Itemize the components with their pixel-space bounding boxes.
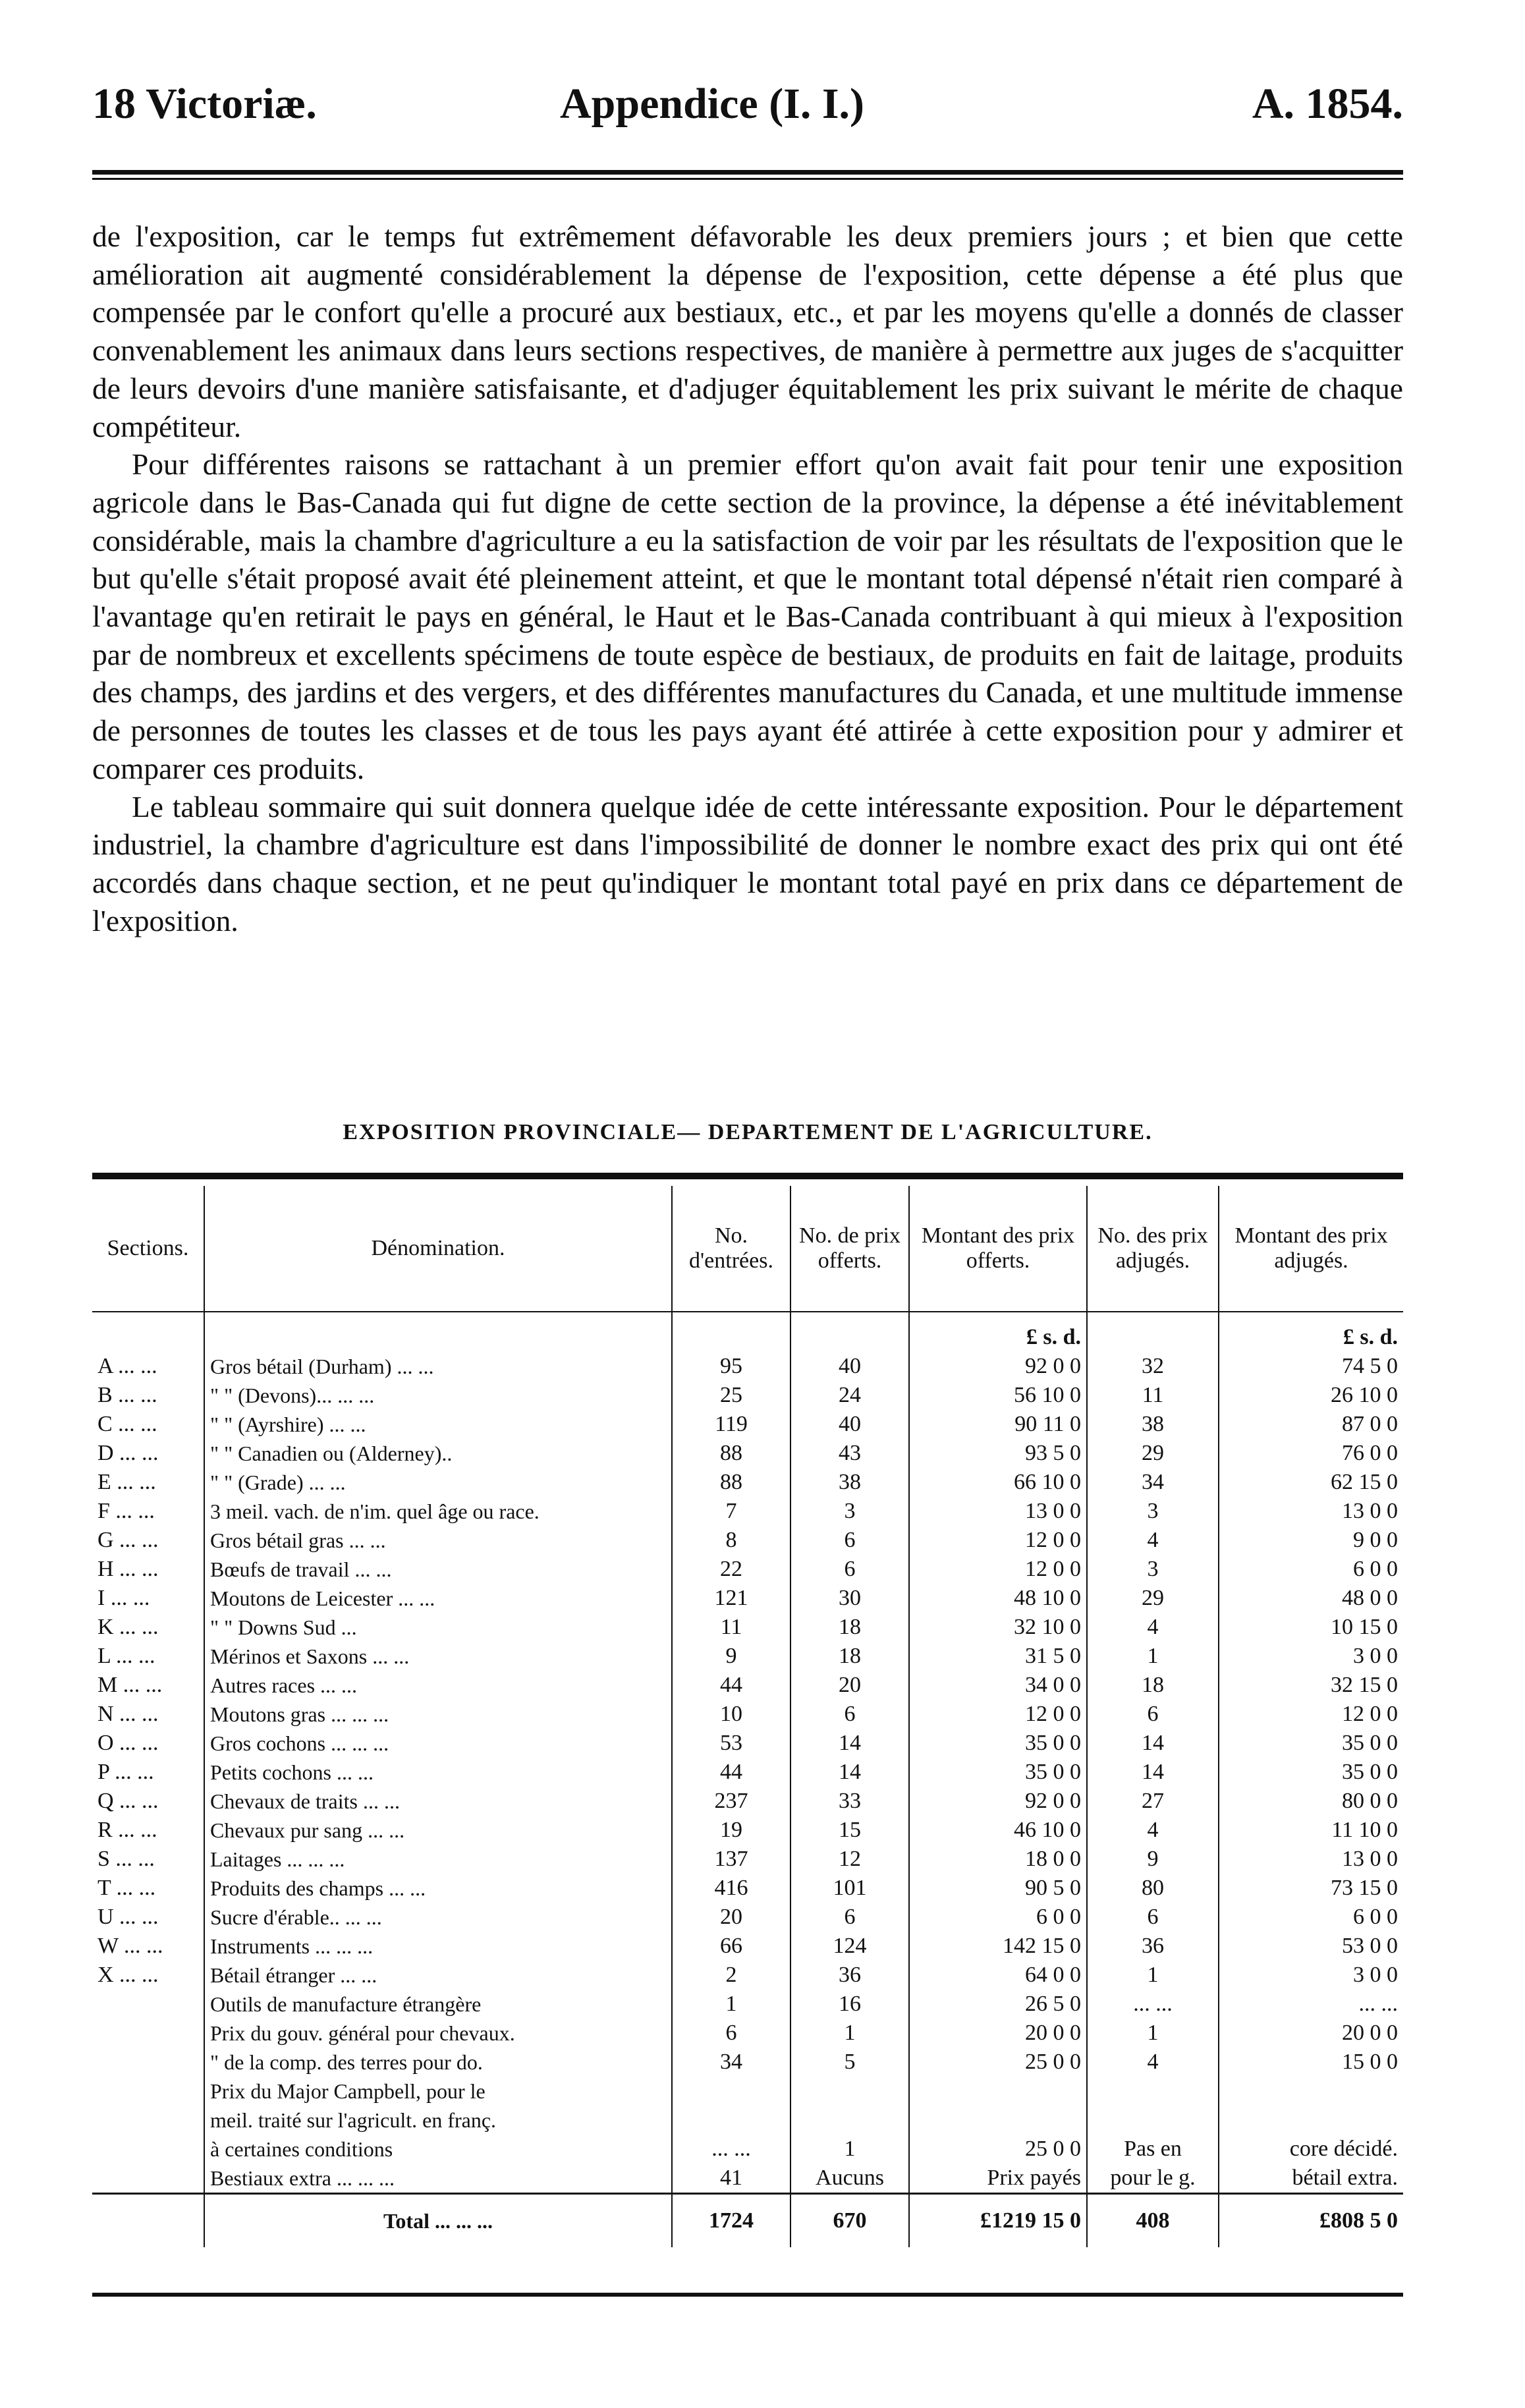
- col-montant-adjuges: Montant des prix adjugés.: [1219, 1186, 1403, 1312]
- row-prix-adjuges: 1: [1087, 2019, 1219, 2048]
- row-entrees: 10: [672, 1700, 790, 1729]
- row-prix-offerts: 1: [790, 2019, 909, 2048]
- row-montant-adjuges: 62 15 0: [1331, 1470, 1398, 1494]
- table-row: [92, 1439, 1403, 1468]
- row-montant-adjuges: ... ...: [1358, 1992, 1398, 2016]
- table-row: [92, 2019, 1403, 2048]
- row-prix-offerts: 40: [790, 1352, 909, 1381]
- exhibition-table: [92, 1186, 1403, 2247]
- table-row: [92, 1932, 1403, 1961]
- table-title: EXPOSITION PROVINCIALE— DEPARTEMENT DE L'AGRICULTURE.: [343, 1120, 1153, 1144]
- row-montant-adjuges: 13 0 0: [1342, 1499, 1398, 1523]
- row-montant-offerts: 46 10 0: [909, 1816, 1087, 1845]
- row-prix-adjuges: 18: [1087, 1671, 1219, 1700]
- header-appendix: Appendice (I. I.): [560, 80, 865, 128]
- row-montant-adjuges: 32 15 0: [1331, 1673, 1398, 1697]
- row-montant-adjuges: 74 5 0: [1342, 1354, 1398, 1378]
- row-denomination: " " (Grade) ... ...: [204, 1468, 672, 1497]
- row-prix-adjuges: [1087, 2077, 1219, 2106]
- row-prix-adjuges: 80: [1087, 1874, 1219, 1903]
- row-prix-offerts: 6: [790, 1526, 909, 1555]
- row-denomination: Bétail étranger ... ...: [204, 1961, 672, 1990]
- row-prix-offerts: 14: [790, 1729, 909, 1758]
- table-bottom-rule: [92, 2293, 1403, 2297]
- row-denomination: Prix du Major Campbell, pour le: [204, 2077, 672, 2106]
- row-prix-offerts: 38: [790, 1468, 909, 1497]
- row-montant-offerts: 93 5 0: [909, 1439, 1087, 1468]
- total-label: Total ... ... ...: [204, 2194, 672, 2248]
- table-row: [92, 1758, 1403, 1787]
- row-montant-offerts: [909, 2106, 1087, 2135]
- row-section: Q ... ...: [92, 1787, 204, 1816]
- table-row: [92, 1729, 1403, 1758]
- row-section: [92, 2077, 204, 2106]
- total-section: [92, 2194, 204, 2248]
- row-montant-offerts: 92 0 0: [909, 1787, 1087, 1816]
- row-montant-adjuges: 26 10 0: [1331, 1383, 1398, 1407]
- row-prix-adjuges: ... ...: [1087, 1990, 1219, 2019]
- row-entrees: 137: [672, 1845, 790, 1874]
- row-montant-adjuges: 35 0 0: [1342, 1760, 1398, 1784]
- table-row: [92, 1671, 1403, 1700]
- row-prix-offerts: 43: [790, 1439, 909, 1468]
- row-montant-offerts: 12 0 0: [909, 1526, 1087, 1555]
- row-montant-adjuges: [1219, 2077, 1403, 2106]
- row-section: [92, 2135, 204, 2164]
- row-denomination: Produits des champs ... ...: [204, 1874, 672, 1903]
- row-prix-offerts: 40: [790, 1410, 909, 1439]
- row-denomination: à certaines conditions: [204, 2135, 672, 2164]
- row-montant-offerts: 18 0 0: [909, 1845, 1087, 1874]
- table-row: [92, 1787, 1403, 1816]
- row-entrees: 25: [672, 1381, 790, 1410]
- row-denomination: " " Canadien ou (Alderney)..: [204, 1439, 672, 1468]
- col-montant-offerts: Montant des prix offerts.: [909, 1186, 1087, 1312]
- row-montant-offerts: 35 0 0: [909, 1729, 1087, 1758]
- table-row: [92, 1381, 1403, 1410]
- paragraph-3: Le tableau sommaire qui suit donnera quelque idée de cette intéressante exposition. Pour le département industriel, la chambre d'agriculture est dans l'impossibilité de donner le nombre exact des prix qui ont été accordés dans chaque section, et ne peut qu'indiquer le montant total payé en prix dans ce département de l'exposition.: [92, 789, 1403, 938]
- row-entrees: 2: [672, 1961, 790, 1990]
- row-montant-offerts: 56 10 0: [909, 1381, 1087, 1410]
- row-montant-offerts: 12 0 0: [909, 1700, 1087, 1729]
- row-prix-adjuges: 34: [1087, 1468, 1219, 1497]
- row-montant-adjuges: 73 15 0: [1331, 1876, 1398, 1900]
- row-prix-offerts: 16: [790, 1990, 909, 2019]
- row-montant-adjuges: 35 0 0: [1342, 1731, 1398, 1755]
- total-prix-offerts: 670: [790, 2194, 909, 2248]
- row-section: B ... ...: [92, 1381, 204, 1410]
- row-prix-offerts: 36: [790, 1961, 909, 1990]
- table-top-rule: [92, 1173, 1403, 1179]
- row-section: [92, 2019, 204, 2048]
- row-section: [92, 2048, 204, 2077]
- row-prix-adjuges: 29: [1087, 1439, 1219, 1468]
- row-entrees: 6: [672, 2019, 790, 2048]
- row-montant-adjuges: 11 10 0: [1331, 1818, 1398, 1842]
- row-denomination: " de la comp. des terres pour do.: [204, 2048, 672, 2077]
- row-prix-offerts: 30: [790, 1584, 909, 1613]
- row-montant-adjuges: 87 0 0: [1342, 1412, 1398, 1436]
- row-montant-offerts: 6 0 0: [909, 1903, 1087, 1932]
- row-prix-offerts: 33: [790, 1787, 909, 1816]
- total-prix-adjuges: 408: [1087, 2194, 1219, 2248]
- row-entrees: 41: [672, 2164, 790, 2194]
- body-text: [92, 217, 1403, 939]
- row-denomination: Bestiaux extra ... ... ...: [204, 2164, 672, 2194]
- row-entrees: 237: [672, 1787, 790, 1816]
- row-entrees: 95: [672, 1352, 790, 1381]
- row-prix-adjuges: 11: [1087, 1381, 1219, 1410]
- row-entrees: [672, 2106, 790, 2135]
- paragraph-1: de l'exposition, car le temps fut extrêmement défavorable les deux premiers jours ; et bien que cette amélioration ait augmenté considérablement la dépense de l'exposition, cette dépense a été plus que compensée par le confort qu'elle a procuré aux bestiaux, etc., et par les moyens qu'elle a donnés de classer convenablement les animaux dans leurs sections respectives, de manière à permettre aux juges de s'acquitter de leurs devoirs d'une manière satisfaisante, et d'adjuger équitablement les prix suivant le mérite de chaque compétiteur.: [92, 219, 1403, 443]
- row-montant-adjuges: 10 15 0: [1331, 1615, 1398, 1639]
- row-section: M ... ...: [92, 1671, 204, 1700]
- table-row: [92, 1990, 1403, 2019]
- row-denomination: Instruments ... ... ...: [204, 1932, 672, 1961]
- row-prix-adjuges: 4: [1087, 1816, 1219, 1845]
- row-montant-offerts: 25 0 0: [909, 2135, 1087, 2164]
- row-montant-adjuges: 53 0 0: [1342, 1934, 1398, 1958]
- row-prix-offerts: 24: [790, 1381, 909, 1410]
- header-session: 18 Victoriæ.: [92, 80, 317, 128]
- table-row: [92, 1816, 1403, 1845]
- row-section: C ... ...: [92, 1410, 204, 1439]
- row-section: E ... ...: [92, 1468, 204, 1497]
- row-prix-offerts: 12: [790, 1845, 909, 1874]
- row-section: H ... ...: [92, 1555, 204, 1584]
- row-section: [92, 2106, 204, 2135]
- row-denomination: 3 meil. vach. de n'im. quel âge ou race.: [204, 1497, 672, 1526]
- col-prix-offerts: No. de prix offerts.: [790, 1186, 909, 1312]
- total-row: [92, 2194, 1403, 2248]
- units-adjuges: £ s. d.: [1343, 1325, 1398, 1349]
- row-prix-adjuges: pour le g.: [1087, 2164, 1219, 2194]
- row-section: [92, 2164, 204, 2194]
- row-denomination: Bœufs de travail ... ...: [204, 1555, 672, 1584]
- table-row: [92, 2135, 1403, 2164]
- row-entrees: 1: [672, 1990, 790, 2019]
- row-montant-adjuges: 48 0 0: [1342, 1586, 1398, 1610]
- row-denomination: " " (Devons)... ... ...: [204, 1381, 672, 1410]
- col-sections: Sections.: [92, 1186, 204, 1312]
- row-section: S ... ...: [92, 1845, 204, 1874]
- row-entrees: 88: [672, 1468, 790, 1497]
- row-entrees: 44: [672, 1758, 790, 1787]
- row-prix-offerts: 18: [790, 1642, 909, 1671]
- row-entrees: 19: [672, 1816, 790, 1845]
- row-prix-adjuges: [1087, 2106, 1219, 2135]
- row-denomination: Laitages ... ... ...: [204, 1845, 672, 1874]
- row-prix-adjuges: 14: [1087, 1758, 1219, 1787]
- row-entrees: 44: [672, 1671, 790, 1700]
- row-prix-adjuges: 1: [1087, 1961, 1219, 1990]
- table-row: [92, 1903, 1403, 1932]
- table-row: [92, 1961, 1403, 1990]
- row-prix-offerts: Aucuns: [790, 2164, 909, 2194]
- row-prix-adjuges: 29: [1087, 1584, 1219, 1613]
- table-row: [92, 1352, 1403, 1381]
- row-entrees: 66: [672, 1932, 790, 1961]
- row-denomination: Chevaux de traits ... ...: [204, 1787, 672, 1816]
- row-montant-adjuges: 9 0 0: [1353, 1528, 1398, 1552]
- row-section: G ... ...: [92, 1526, 204, 1555]
- row-section: D ... ...: [92, 1439, 204, 1468]
- row-prix-adjuges: 14: [1087, 1729, 1219, 1758]
- row-entrees: ... ...: [672, 2135, 790, 2164]
- row-prix-adjuges: 32: [1087, 1352, 1219, 1381]
- row-prix-offerts: 3: [790, 1497, 909, 1526]
- row-prix-adjuges: 1: [1087, 1642, 1219, 1671]
- row-montant-adjuges: core décidé.: [1289, 2137, 1398, 2161]
- row-entrees: 53: [672, 1729, 790, 1758]
- row-montant-offerts: 142 15 0: [909, 1932, 1087, 1961]
- row-denomination: Gros bétail (Durham) ... ...: [204, 1352, 672, 1381]
- row-entrees: 88: [672, 1439, 790, 1468]
- row-section: R ... ...: [92, 1816, 204, 1845]
- header-rule-thin: [92, 178, 1403, 180]
- row-montant-offerts: 35 0 0: [909, 1758, 1087, 1787]
- row-denomination: " " Downs Sud ...: [204, 1613, 672, 1642]
- row-montant-offerts: 48 10 0: [909, 1584, 1087, 1613]
- table-row: [92, 2106, 1403, 2135]
- table-row: [92, 2048, 1403, 2077]
- row-montant-offerts: 25 0 0: [909, 2048, 1087, 2077]
- row-montant-adjuges: 15 0 0: [1342, 2050, 1398, 2074]
- row-entrees: 9: [672, 1642, 790, 1671]
- row-prix-offerts: [790, 2077, 909, 2106]
- total-montant-offerts: £1219 15 0: [909, 2194, 1087, 2248]
- col-denomination: Dénomination.: [204, 1186, 672, 1312]
- units-row: [92, 1312, 1403, 1352]
- row-prix-offerts: 1: [790, 2135, 909, 2164]
- row-montant-offerts: Prix payés: [909, 2164, 1087, 2194]
- row-prix-offerts: 6: [790, 1700, 909, 1729]
- row-montant-offerts: 26 5 0: [909, 1990, 1087, 2019]
- row-prix-adjuges: 3: [1087, 1497, 1219, 1526]
- total-montant-adjuges: £808 5 0: [1219, 2194, 1403, 2248]
- row-montant-offerts: 31 5 0: [909, 1642, 1087, 1671]
- table-row: [92, 1468, 1403, 1497]
- row-section: [92, 1990, 204, 2019]
- row-prix-offerts: 15: [790, 1816, 909, 1845]
- page-header: [92, 79, 1403, 138]
- paragraph-2: Pour différentes raisons se rattachant à un premier effort qu'on avait fait pour tenir une exposition agricole dans le Bas-Canada qui fut digne de cette section de la province, la dépense a été inévitablement considérable, mais la chambre d'agriculture a eu la satisfaction de voir par les résultats de l'exposition que le but qu'elle s'était proposé avait été pleinement atteint, et que le montant total dépensé n'était rien comparé à l'avantage qu'en retirait le pays en général, le Haut et le Bas-Canada contribuant à qui mieux à l'exposition par de nombreux et excellents spécimens de toute espèce de bestiaux, de produits en fait de laitage, produits des champs, des jardins et des vergers, et des différentes manufactures du Canada, et une multitude immense de personnes de toutes les classes et de tous les pays ayant été attirée à cette exposition pour y admirer et comparer ces produits.: [92, 447, 1403, 785]
- row-prix-offerts: 6: [790, 1903, 909, 1932]
- row-prix-adjuges: 27: [1087, 1787, 1219, 1816]
- row-prix-adjuges: Pas en: [1087, 2135, 1219, 2164]
- row-entrees: 121: [672, 1584, 790, 1613]
- row-section: L ... ...: [92, 1642, 204, 1671]
- row-denomination: " " (Ayrshire) ... ...: [204, 1410, 672, 1439]
- header-year: A. 1854.: [1252, 80, 1403, 128]
- row-denomination: Moutons gras ... ... ...: [204, 1700, 672, 1729]
- row-entrees: 416: [672, 1874, 790, 1903]
- col-prix-adjuges: No. des prix adjugés.: [1087, 1186, 1219, 1312]
- row-entrees: [672, 2077, 790, 2106]
- row-prix-offerts: 6: [790, 1555, 909, 1584]
- row-prix-adjuges: 6: [1087, 1903, 1219, 1932]
- row-prix-adjuges: 3: [1087, 1555, 1219, 1584]
- row-prix-adjuges: 9: [1087, 1845, 1219, 1874]
- row-montant-offerts: 20 0 0: [909, 2019, 1087, 2048]
- row-montant-offerts: 13 0 0: [909, 1497, 1087, 1526]
- row-montant-offerts: 64 0 0: [909, 1961, 1087, 1990]
- row-entrees: 7: [672, 1497, 790, 1526]
- row-entrees: 119: [672, 1410, 790, 1439]
- row-denomination: Prix du gouv. général pour chevaux.: [204, 2019, 672, 2048]
- row-section: K ... ...: [92, 1613, 204, 1642]
- table-row: [92, 1613, 1403, 1642]
- row-section: I ... ...: [92, 1584, 204, 1613]
- row-section: X ... ...: [92, 1961, 204, 1990]
- row-section: T ... ...: [92, 1874, 204, 1903]
- row-prix-adjuges: 4: [1087, 1526, 1219, 1555]
- row-entrees: 8: [672, 1526, 790, 1555]
- row-prix-offerts: 5: [790, 2048, 909, 2077]
- header-rule: [92, 170, 1403, 175]
- row-montant-adjuges: bétail extra.: [1292, 2166, 1398, 2190]
- table-row: [92, 1555, 1403, 1584]
- row-section: F ... ...: [92, 1497, 204, 1526]
- row-section: P ... ...: [92, 1758, 204, 1787]
- row-prix-offerts: 124: [790, 1932, 909, 1961]
- table-row: [92, 1874, 1403, 1903]
- row-montant-adjuges: 13 0 0: [1342, 1847, 1398, 1871]
- row-section: W ... ...: [92, 1932, 204, 1961]
- row-montant-adjuges: 76 0 0: [1342, 1441, 1398, 1465]
- units-offerts: £ s. d.: [909, 1312, 1087, 1352]
- row-montant-offerts: 92 0 0: [909, 1352, 1087, 1381]
- row-denomination: Autres races ... ...: [204, 1671, 672, 1700]
- col-entrees: No. d'entrées.: [672, 1186, 790, 1312]
- row-montant-adjuges: 6 0 0: [1353, 1557, 1398, 1581]
- row-prix-offerts: 101: [790, 1874, 909, 1903]
- row-prix-adjuges: 36: [1087, 1932, 1219, 1961]
- row-montant-offerts: 90 11 0: [909, 1410, 1087, 1439]
- row-denomination: Petits cochons ... ...: [204, 1758, 672, 1787]
- row-montant-adjuges: 3 0 0: [1353, 1963, 1398, 1987]
- table-row: [92, 1642, 1403, 1671]
- row-prix-offerts: 18: [790, 1613, 909, 1642]
- row-prix-adjuges: 38: [1087, 1410, 1219, 1439]
- row-denomination: Gros bétail gras ... ...: [204, 1526, 672, 1555]
- table-row: [92, 1845, 1403, 1874]
- row-section: U ... ...: [92, 1903, 204, 1932]
- row-montant-offerts: 90 5 0: [909, 1874, 1087, 1903]
- row-denomination: Mérinos et Saxons ... ...: [204, 1642, 672, 1671]
- row-denomination: Sucre d'érable.. ... ...: [204, 1903, 672, 1932]
- row-montant-adjuges: [1219, 2106, 1403, 2135]
- table-row: [92, 2077, 1403, 2106]
- row-section: A ... ...: [92, 1352, 204, 1381]
- row-section: N ... ...: [92, 1700, 204, 1729]
- row-entrees: 34: [672, 2048, 790, 2077]
- table-row: [92, 1497, 1403, 1526]
- table-header-row: [92, 1186, 1403, 1312]
- table-row: [92, 1410, 1403, 1439]
- row-montant-offerts: [909, 2077, 1087, 2106]
- table-body: [92, 1312, 1403, 2247]
- row-section: O ... ...: [92, 1729, 204, 1758]
- row-prix-offerts: 20: [790, 1671, 909, 1700]
- row-entrees: 20: [672, 1903, 790, 1932]
- table-row: [92, 1584, 1403, 1613]
- row-denomination: Gros cochons ... ... ...: [204, 1729, 672, 1758]
- row-entrees: 22: [672, 1555, 790, 1584]
- row-montant-offerts: 12 0 0: [909, 1555, 1087, 1584]
- total-entrees: 1724: [672, 2194, 790, 2248]
- row-denomination: Chevaux pur sang ... ...: [204, 1816, 672, 1845]
- table-row: [92, 2164, 1403, 2194]
- row-prix-adjuges: 6: [1087, 1700, 1219, 1729]
- row-entrees: 11: [672, 1613, 790, 1642]
- row-denomination: Moutons de Leicester ... ...: [204, 1584, 672, 1613]
- table-row: [92, 1526, 1403, 1555]
- row-prix-offerts: 14: [790, 1758, 909, 1787]
- row-montant-adjuges: 80 0 0: [1342, 1789, 1398, 1813]
- row-prix-offerts: [790, 2106, 909, 2135]
- row-montant-offerts: 32 10 0: [909, 1613, 1087, 1642]
- row-prix-adjuges: 4: [1087, 2048, 1219, 2077]
- row-denomination: meil. traité sur l'agricult. en franç.: [204, 2106, 672, 2135]
- row-montant-offerts: 34 0 0: [909, 1671, 1087, 1700]
- row-montant-offerts: 66 10 0: [909, 1468, 1087, 1497]
- row-prix-adjuges: 4: [1087, 1613, 1219, 1642]
- row-montant-adjuges: 6 0 0: [1353, 1905, 1398, 1929]
- row-denomination: Outils de manufacture étrangère: [204, 1990, 672, 2019]
- table-row: [92, 1700, 1403, 1729]
- row-montant-adjuges: 12 0 0: [1342, 1702, 1398, 1726]
- row-montant-adjuges: 3 0 0: [1353, 1644, 1398, 1668]
- row-montant-adjuges: 20 0 0: [1342, 2021, 1398, 2045]
